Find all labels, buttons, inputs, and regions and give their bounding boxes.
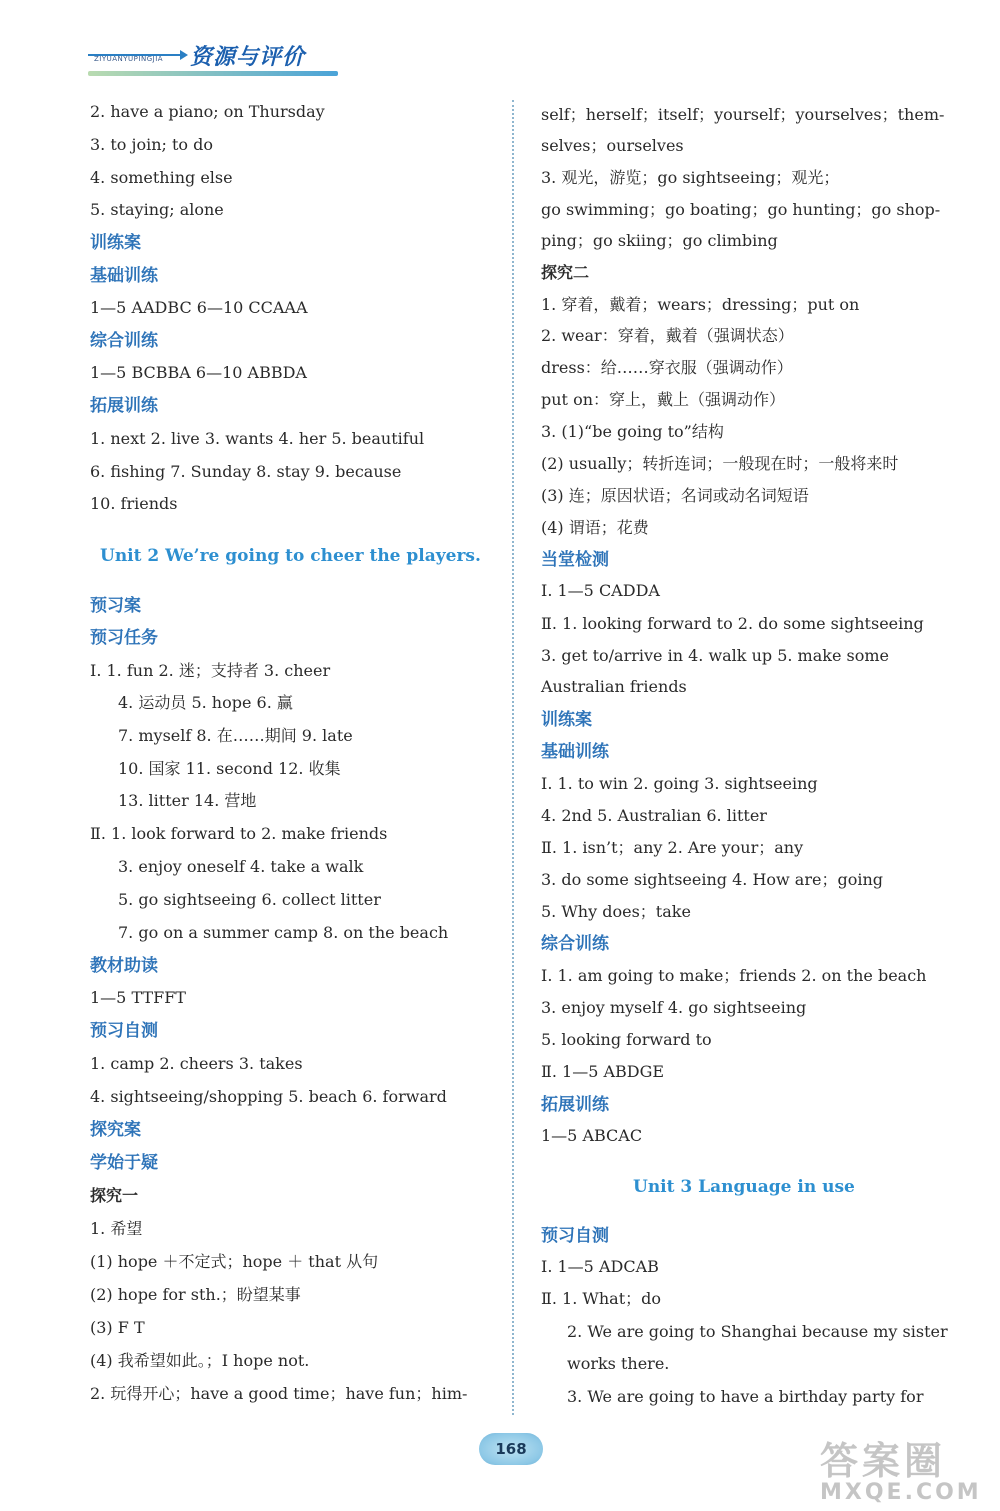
answer-line: (3) F T bbox=[90, 1318, 145, 1337]
answer-line: 3. (1)“be going to”结构 bbox=[541, 422, 724, 441]
answer-line: 1. 希望 bbox=[90, 1219, 143, 1238]
answer-line: 4. sightseeing/shopping 5. beach 6. forward bbox=[90, 1087, 447, 1106]
answer-line: 1. next 2. live 3. wants 4. her 5. beautiful bbox=[90, 429, 425, 448]
section-heading: 拓展训练 bbox=[541, 1095, 609, 1115]
answer-line: selves；ourselves bbox=[541, 136, 684, 155]
answer-line: 3. to join; to do bbox=[90, 135, 214, 154]
section-heading: 基础训练 bbox=[90, 266, 158, 286]
answer-line: 3. do some sightseeing 4. How are；going bbox=[541, 870, 884, 889]
answer-line: Ⅱ. 1. What；do bbox=[541, 1289, 661, 1308]
section-heading: 训练案 bbox=[541, 710, 592, 730]
section-heading: 拓展训练 bbox=[90, 396, 158, 416]
answer-line: 1—5 TTFFT bbox=[90, 988, 186, 1007]
section-heading: 学始于疑 bbox=[90, 1153, 158, 1173]
section-heading: 预习自测 bbox=[541, 1226, 609, 1246]
answer-line: 1. camp 2. cheers 3. takes bbox=[90, 1054, 303, 1073]
answer-line: 1. 穿着，戴着；wears；dressing；put on bbox=[541, 295, 860, 314]
answer-line: 4. 运动员 5. hope 6. 赢 bbox=[118, 693, 293, 712]
answer-line: 3. 观光，游览；go sightseeing；观光； bbox=[541, 168, 840, 187]
header-title: 资源与评价 bbox=[190, 45, 306, 70]
answer-line: Australian friends bbox=[541, 677, 687, 696]
answer-line: 2. 玩得开心；have a good time；have fun；him- bbox=[90, 1384, 468, 1403]
answer-line: ping；go skiing；go climbing bbox=[541, 231, 778, 250]
answer-line: 4. 2nd 5. Australian 6. litter bbox=[541, 806, 767, 825]
answer-line: Ⅱ. 1. isn’t；any 2. Are your；any bbox=[541, 838, 804, 857]
answer-line: dress：给……穿衣服（强调动作） bbox=[541, 358, 793, 377]
answer-line: 1—5 BCBBA 6—10 ABBDA bbox=[90, 363, 307, 382]
section-heading: 预习任务 bbox=[90, 628, 158, 648]
answer-line: 10. 国家 11. second 12. 收集 bbox=[118, 759, 341, 778]
column-divider bbox=[512, 100, 514, 1415]
answer-line: Ⅰ. 1—5 ADCAB bbox=[541, 1257, 659, 1276]
answer-line: 2. We are going to Shanghai because my sister bbox=[567, 1322, 948, 1341]
answer-line: 13. litter 14. 营地 bbox=[118, 791, 257, 810]
watermark-url: MXQE.COM bbox=[820, 1480, 982, 1505]
section-heading: 当堂检测 bbox=[541, 550, 609, 570]
answer-line: 3. We are going to have a birthday party for bbox=[567, 1387, 924, 1406]
answer-line: 6. fishing 7. Sunday 8. stay 9. because bbox=[90, 462, 402, 481]
unit-title: Unit 3 Language in use bbox=[633, 1177, 855, 1197]
answer-line: self；herself；itself；yourself；yourselves；them- bbox=[541, 105, 945, 124]
answer-line: go swimming；go boating；go hunting；go shop- bbox=[541, 200, 941, 219]
section-heading: 预习自测 bbox=[90, 1021, 158, 1041]
watermark bbox=[810, 1420, 1000, 1511]
section-heading: 综合训练 bbox=[541, 934, 609, 954]
answer-line: put on：穿上，戴上（强调动作） bbox=[541, 390, 786, 409]
answer-line: (3) 连；原因状语；名词或动名词短语 bbox=[541, 486, 809, 505]
watermark-text: 答案圈 bbox=[820, 1439, 947, 1483]
answer-line: Ⅰ. 1. am going to make；friends 2. on the beach bbox=[541, 966, 927, 985]
answer-line: 5. go sightseeing 6. collect litter bbox=[118, 890, 381, 909]
answer-line: Ⅰ. 1. to win 2. going 3. sightseeing bbox=[541, 774, 818, 793]
answer-line: Ⅱ. 1—5 ABDGE bbox=[541, 1062, 665, 1081]
answer-line: 4. something else bbox=[90, 168, 233, 187]
answer-line: 3. enjoy oneself 4. take a walk bbox=[118, 857, 364, 876]
header-bar bbox=[88, 71, 338, 76]
section-heading: 教材助读 bbox=[90, 956, 158, 976]
answer-line: (1) hope ＋不定式；hope ＋ that 从句 bbox=[90, 1252, 379, 1271]
answer-line: Ⅰ. 1—5 CADDA bbox=[541, 581, 660, 600]
answer-line: 2. have a piano; on Thursday bbox=[90, 102, 325, 121]
section-heading: 探究案 bbox=[90, 1120, 141, 1140]
answer-line: 5. staying; alone bbox=[90, 200, 224, 219]
answer-line: Ⅱ. 1. look forward to 2. make friends bbox=[90, 824, 388, 843]
answer-line: 1—5 AADBC 6—10 CCAAA bbox=[90, 298, 308, 317]
answer-line: 5. looking forward to bbox=[541, 1030, 712, 1049]
answer-line: 3. enjoy myself 4. go sightseeing bbox=[541, 998, 807, 1017]
answer-line: 10. friends bbox=[90, 494, 178, 513]
section-heading: 预习案 bbox=[90, 596, 141, 616]
section-heading: 综合训练 bbox=[90, 331, 158, 351]
answer-line: 2. wear：穿着，戴着（强调状态） bbox=[541, 326, 794, 345]
answer-line: (2) hope for sth.；盼望某事 bbox=[90, 1285, 301, 1304]
unit-title: Unit 2 We’re going to cheer the players. bbox=[100, 546, 481, 566]
subsection-heading: 探究一 bbox=[90, 1186, 139, 1205]
answer-line: Ⅰ. 1. fun 2. 迷；支持者 3. cheer bbox=[90, 661, 331, 680]
answer-line: 7. myself 8. 在……期间 9. late bbox=[118, 726, 353, 745]
page-number: 168 bbox=[479, 1433, 543, 1465]
header-pinyin: ZIYUANYUPINGJIA bbox=[94, 55, 164, 63]
answer-line: (4) 谓语；花费 bbox=[541, 518, 649, 537]
answer-line: works there. bbox=[567, 1354, 670, 1373]
section-heading: 训练案 bbox=[90, 233, 141, 253]
answer-line: Ⅱ. 1. looking forward to 2. do some sightseeing bbox=[541, 614, 924, 633]
answer-line: 5. Why does；take bbox=[541, 902, 691, 921]
answer-line: 7. go on a summer camp 8. on the beach bbox=[118, 923, 449, 942]
subsection-heading: 探究二 bbox=[541, 263, 590, 282]
answer-line: (4) 我希望如此。；I hope not. bbox=[90, 1351, 310, 1370]
header-logo bbox=[88, 38, 348, 78]
section-heading: 基础训练 bbox=[541, 742, 609, 762]
answer-line: 1—5 ABCAC bbox=[541, 1126, 643, 1145]
answer-line: (2) usually；转折连词；一般现在时；一般将来时 bbox=[541, 454, 899, 473]
answer-line: 3. get to/arrive in 4. walk up 5. make some bbox=[541, 646, 889, 665]
